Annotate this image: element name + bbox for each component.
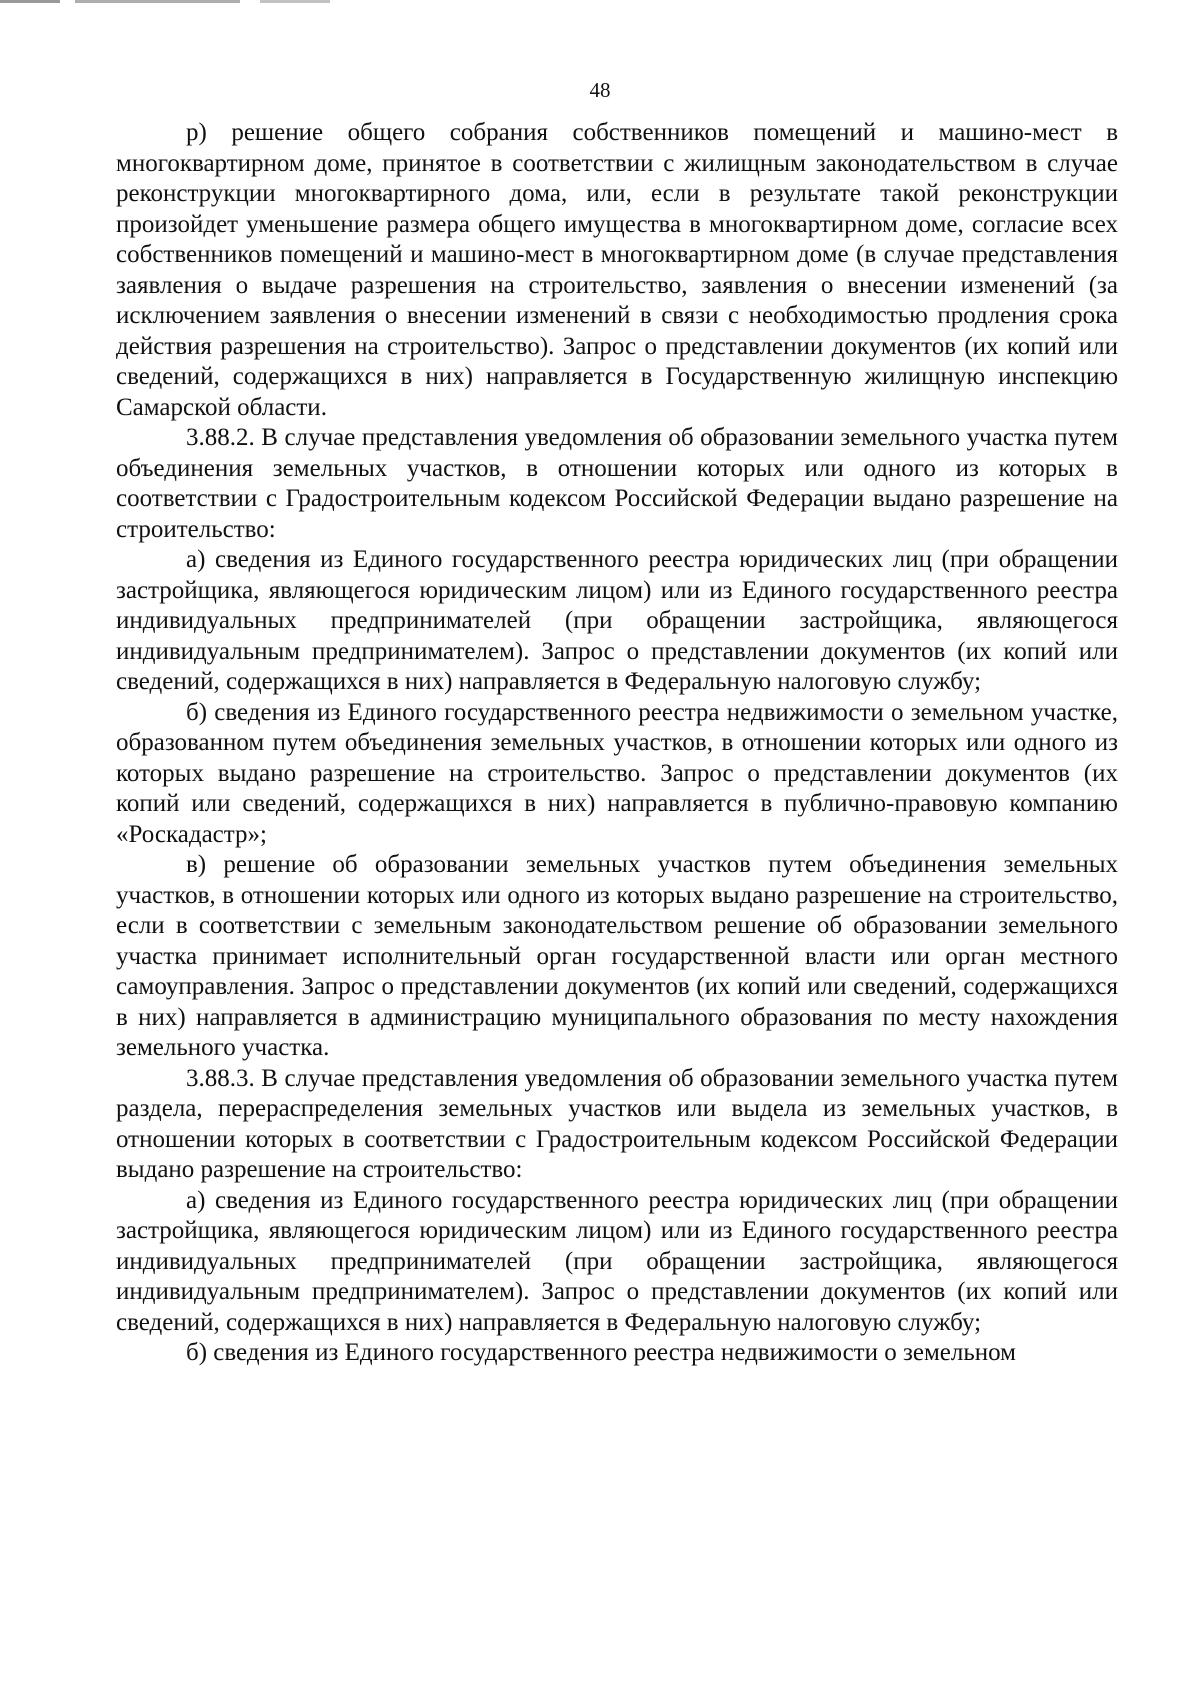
page-number: 48 [589,78,611,102]
paragraph-3-88-2-b: б) сведения из Единого государственного реестра недвижимости о земельном участке, образованном путем объединения земельных участков, в отношении которых или одного из которых выдано разрешение на строительство. Запрос о представлении документов (их копий или сведений, содержащихся в них) направляется в публично-правовую компанию «Роскадастр»; [116,698,1118,848]
paragraph-3-88-3-b: б) сведения из Единого государственного реестра недвижимости о земельном [186,1339,1016,1366]
paragraph-r-general-meeting-decision: р) решение общего собрания собственников помещений и машино-мест в многоквартирном доме, принятое в соответствии с жилищным законодательством в случае реконструкции многоквартирного дома, или, если в результате такой реконструкции произойдет уменьшение размера общего имущества в многоквартирном доме, согласие всех собственников помещений и машино-мест в многоквартирном доме (в случае представления заявления о выдаче разрешения на строительство, заявления о внесении изменений (за исключением заявления о внесении изменений в связи с необходимостью продления срока действия разрешения на строительство). Запрос о представлении документов (их копий или сведений, содержащихся в них) направляется в Государственную жилищную инспекцию Самарской области. [116,119,1118,421]
paragraph-3-88-2-a: а) сведения из Единого государственного реестра юридических лиц (при обращении застройщика, являющегося юридическим лицом) или из Единого государственного реестра индивидуальных предпринимателей (при обращении застройщика, являющегося индивидуальным предпринимателем). Запрос о представлении документов (их копий или сведений, содержащихся в них) направляется в Федеральную налоговую службу; [116,546,1118,695]
scan-edge-mark [0,0,330,3]
paragraph-3-88-3: 3.88.3. В случае представления уведомления об образовании земельного участка путем раздела, перераспределения земельных участков или выдела из земельных участков, в отношении которых в соответствии с Градостроительным кодексом Российской Федерации выдано разрешение на строительство: [116,1064,1118,1183]
paragraph-3-88-2: 3.88.2. В случае представления уведомления об образовании земельного участка путем объединения земельных участков, в отношении которых или одного из которых в соответствии с Градостроительным кодексом Российской Федерации выдано разрешение на строительство: [116,424,1118,543]
paragraph-3-88-2-v: в) решение об образовании земельных участков путем объединения земельных участков, в отношении которых или одного из которых выдано разрешение на строительство, если в соответствии с земельным законодательством решение об образовании земельного участка принимает исполнительный орган государственной власти или орган местного самоуправления. Запрос о представлении документов (их копий или сведений, содержащихся в них) направляется в администрацию муниципального образования по месту нахождения земельного участка. [116,851,1118,1061]
document-body [116,118,1118,1369]
paragraph-3-88-3-a: а) сведения из Единого государственного реестра юридических лиц (при обращении застройщика, являющегося юридическим лицом) или из Единого государственного реестра индивидуальных предпринимателей (при обращении застройщика, являющегося индивидуальным предпринимателем). Запрос о представлении документов (их копий или сведений, содержащихся в них) направляется в Федеральную налоговую службу; [116,1186,1118,1336]
